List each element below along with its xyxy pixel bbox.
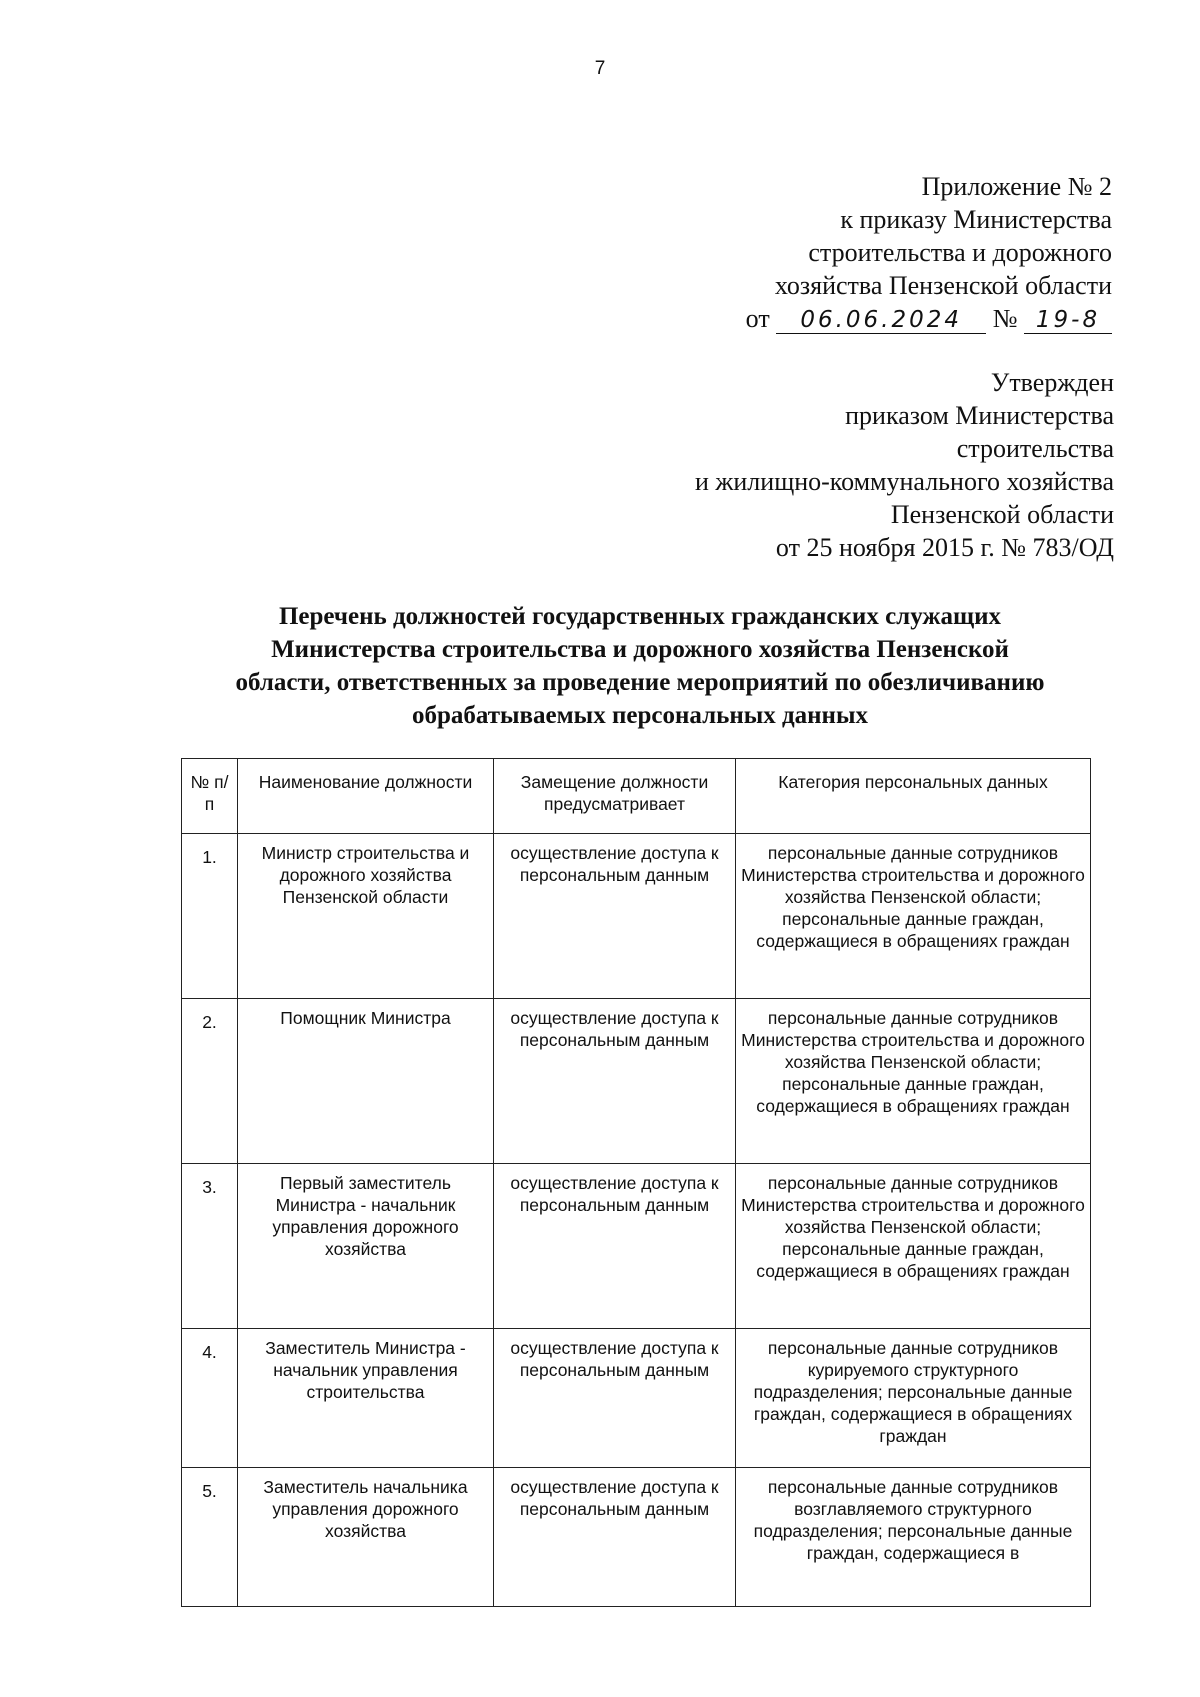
cell-access: осуществление доступа к персональным данным [494, 1164, 736, 1329]
number-label: № [992, 304, 1018, 333]
page-number: 7 [594, 58, 606, 79]
cell-access: осуществление доступа к персональным данным [494, 1329, 736, 1468]
cell-number: 5. [182, 1468, 238, 1607]
appendix-line: строительства и дорожного [808, 238, 1112, 267]
cell-category: персональные данные сотрудников Министерства строительства и дорожного хозяйства Пензенской области; персональные данные граждан, содержащиеся в обращениях граждан [736, 999, 1091, 1164]
cell-access: осуществление доступа к персональным данным [494, 834, 736, 999]
table-row [182, 1468, 1091, 1607]
cell-category: персональные данные сотрудников курируемого структурного подразделения; персональные данные граждан, содержащиеся в обращениях граждан [736, 1329, 1091, 1468]
approved-line: Утвержден [990, 368, 1114, 397]
approved-line: от 25 ноября 2015 г. № 783/ОД [775, 533, 1114, 562]
title-line: Перечень должностей государственных гражданских служащих [278, 603, 1002, 630]
cell-access: осуществление доступа к персональным данным [494, 1468, 736, 1607]
cell-number: 4. [182, 1329, 238, 1468]
cell-position: Заместитель Министра - начальник управления строительства [238, 1329, 494, 1468]
appendix-block [746, 170, 1112, 335]
header-number: № п/п [182, 759, 238, 834]
approved-line: приказом Министерства [845, 401, 1114, 430]
title-line: Министерства строительства и дорожного хозяйства Пензенской [271, 636, 1009, 663]
approved-block [695, 366, 1114, 564]
positions-table [181, 758, 1091, 1607]
approved-line: Пензенской области [890, 500, 1114, 529]
appendix-line: хозяйства Пензенской области [774, 271, 1112, 300]
title-line: обрабатываемых персональных данных [412, 702, 868, 729]
cell-position: Министр строительства и дорожного хозяйства Пензенской области [238, 834, 494, 999]
cell-number: 2. [182, 999, 238, 1164]
approved-line: строительства [956, 434, 1114, 463]
cell-number: 1. [182, 834, 238, 999]
header-position: Наименование должности [238, 759, 494, 834]
handwritten-number: 19-8 [1024, 307, 1112, 334]
table-row [182, 999, 1091, 1164]
cell-category: персональные данные сотрудников Министерства строительства и дорожного хозяйства Пензенской области; персональные данные граждан, содержащиеся в обращениях граждан [736, 1164, 1091, 1329]
cell-position: Помощник Министра [238, 999, 494, 1164]
cell-position: Заместитель начальника управления дорожного хозяйства [238, 1468, 494, 1607]
handwritten-date: 06.06.2024 [776, 307, 986, 334]
header-category: Категория персональных данных [736, 759, 1091, 834]
cell-number: 3. [182, 1164, 238, 1329]
table-header-row [182, 759, 1091, 834]
appendix-line: к приказу Министерства [840, 205, 1112, 234]
table-row [182, 834, 1091, 999]
cell-access: осуществление доступа к персональным данным [494, 999, 736, 1164]
table-row [182, 1164, 1091, 1329]
cell-category: персональные данные сотрудников Министерства строительства и дорожного хозяйства Пензенской области; персональные данные граждан, содержащиеся в обращениях граждан [736, 834, 1091, 999]
appendix-line: Приложение № 2 [921, 172, 1112, 201]
table-row [182, 1329, 1091, 1468]
title-line: области, ответственных за проведение мероприятий по обезличиванию [235, 669, 1045, 696]
appendix-date-line [746, 302, 1112, 335]
header-access: Замещение должности предусматривает [494, 759, 736, 834]
document-title [160, 600, 1120, 732]
approved-line: и жилищно-коммунального хозяйства [695, 467, 1114, 496]
from-label: от [745, 304, 770, 333]
cell-position: Первый заместитель Министра - начальник управления дорожного хозяйства [238, 1164, 494, 1329]
cell-category: персональные данные сотрудников возглавляемого структурного подразделения; персональные данные граждан, содержащиеся в [736, 1468, 1091, 1607]
